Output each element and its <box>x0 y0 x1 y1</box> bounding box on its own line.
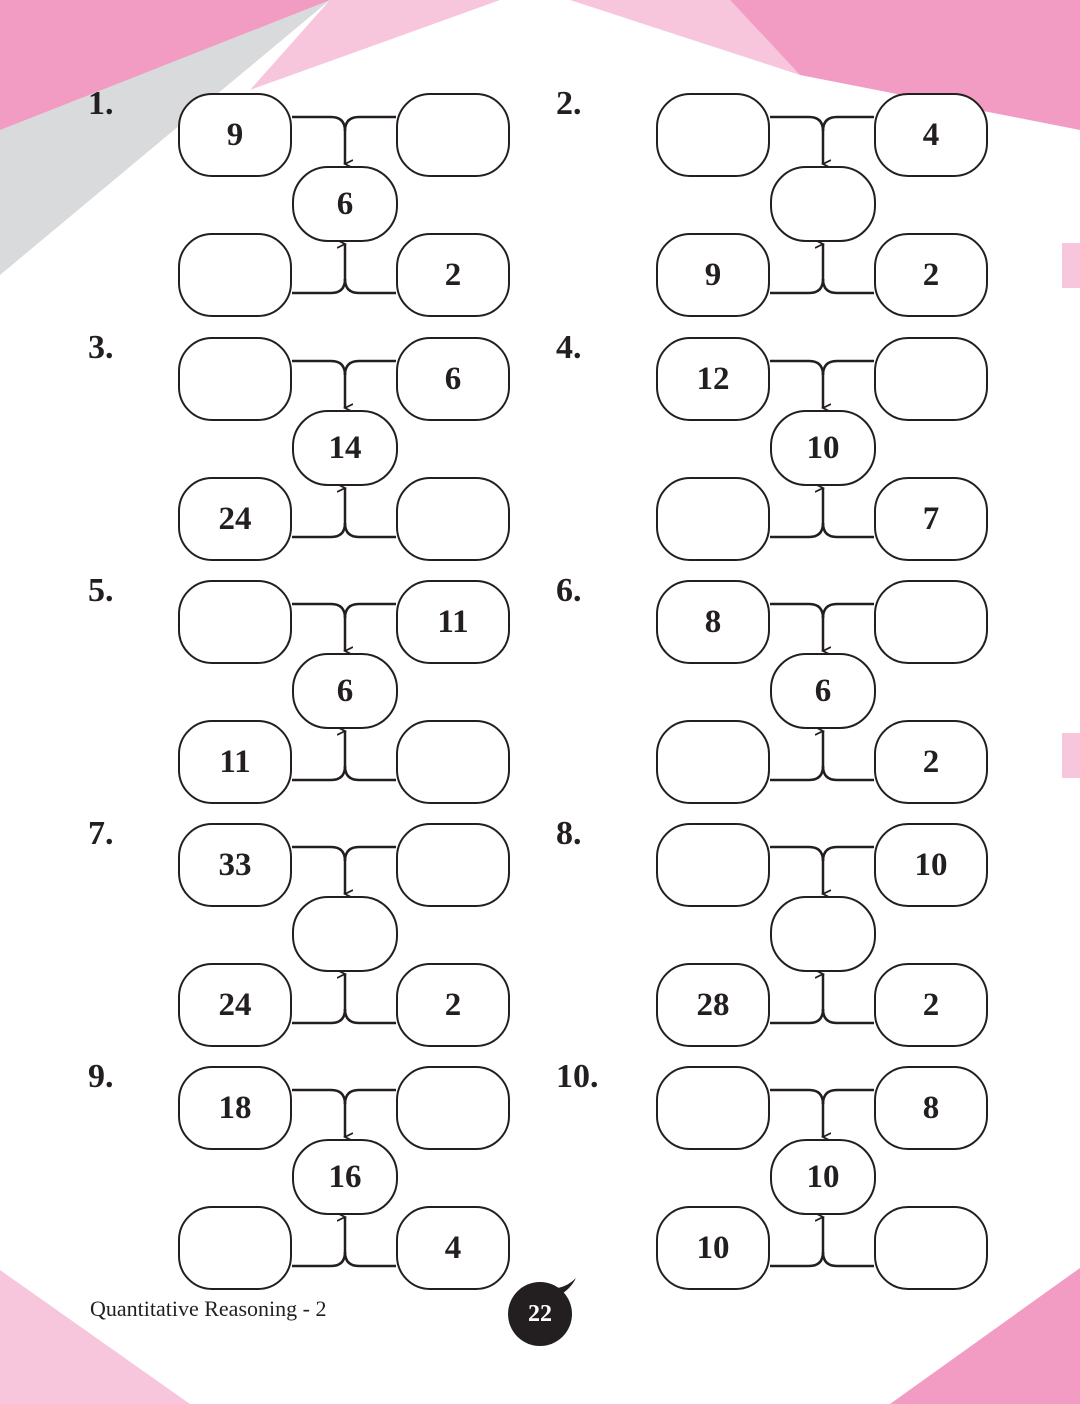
bottom-left-box <box>656 720 770 804</box>
bottom-left-box <box>178 233 292 317</box>
bottom-left-box: 9 <box>656 233 770 317</box>
puzzle-number: 3. <box>88 329 114 366</box>
bottom-right-box: 7 <box>874 477 988 561</box>
center-box: 10 <box>770 1139 876 1215</box>
top-right-box <box>874 580 988 664</box>
top-right-box <box>874 337 988 421</box>
top-left-box: 9 <box>178 93 292 177</box>
bottom-left-box <box>656 477 770 561</box>
bottom-right-box: 2 <box>874 963 988 1047</box>
puzzle-number: 4. <box>556 329 582 366</box>
bottom-right-box <box>396 720 510 804</box>
bottom-right-box: 2 <box>396 233 510 317</box>
bottom-right-box <box>874 1206 988 1290</box>
bottom-right-box: 4 <box>396 1206 510 1290</box>
top-right-box <box>396 93 510 177</box>
puzzle-number: 2. <box>556 85 582 122</box>
center-box: 10 <box>770 410 876 486</box>
bottom-right-box <box>396 477 510 561</box>
top-left-box <box>656 1066 770 1150</box>
top-right-box: 4 <box>874 93 988 177</box>
center-box: 6 <box>292 166 398 242</box>
top-right-box <box>396 823 510 907</box>
puzzle-number: 7. <box>88 815 114 852</box>
puzzle-number: 1. <box>88 85 114 122</box>
top-left-box <box>656 823 770 907</box>
center-box <box>292 896 398 972</box>
top-right-box <box>396 1066 510 1150</box>
top-left-box: 8 <box>656 580 770 664</box>
center-box: 6 <box>292 653 398 729</box>
center-box: 6 <box>770 653 876 729</box>
bottom-right-box: 2 <box>874 233 988 317</box>
center-box: 16 <box>292 1139 398 1215</box>
bottom-left-box: 11 <box>178 720 292 804</box>
top-left-box <box>178 580 292 664</box>
puzzle-number: 10. <box>556 1058 599 1095</box>
bottom-left-box: 10 <box>656 1206 770 1290</box>
bottom-right-box: 2 <box>396 963 510 1047</box>
bottom-left-box: 24 <box>178 963 292 1047</box>
puzzle-number: 6. <box>556 572 582 609</box>
top-left-box <box>178 337 292 421</box>
top-right-box: 6 <box>396 337 510 421</box>
puzzle-number: 5. <box>88 572 114 609</box>
bottom-left-box <box>178 1206 292 1290</box>
top-left-box <box>656 93 770 177</box>
puzzle-number: 8. <box>556 815 582 852</box>
top-right-box: 11 <box>396 580 510 664</box>
bottom-left-box: 28 <box>656 963 770 1047</box>
top-left-box: 12 <box>656 337 770 421</box>
puzzle-number: 9. <box>88 1058 114 1095</box>
top-right-box: 10 <box>874 823 988 907</box>
top-left-box: 33 <box>178 823 292 907</box>
center-box <box>770 896 876 972</box>
page-number-badge: 22 <box>508 1282 572 1346</box>
bottom-left-box: 24 <box>178 477 292 561</box>
top-right-box: 8 <box>874 1066 988 1150</box>
center-box <box>770 166 876 242</box>
bottom-right-box: 2 <box>874 720 988 804</box>
book-title: Quantitative Reasoning - 2 <box>90 1296 327 1321</box>
center-box: 14 <box>292 410 398 486</box>
top-left-box: 18 <box>178 1066 292 1150</box>
